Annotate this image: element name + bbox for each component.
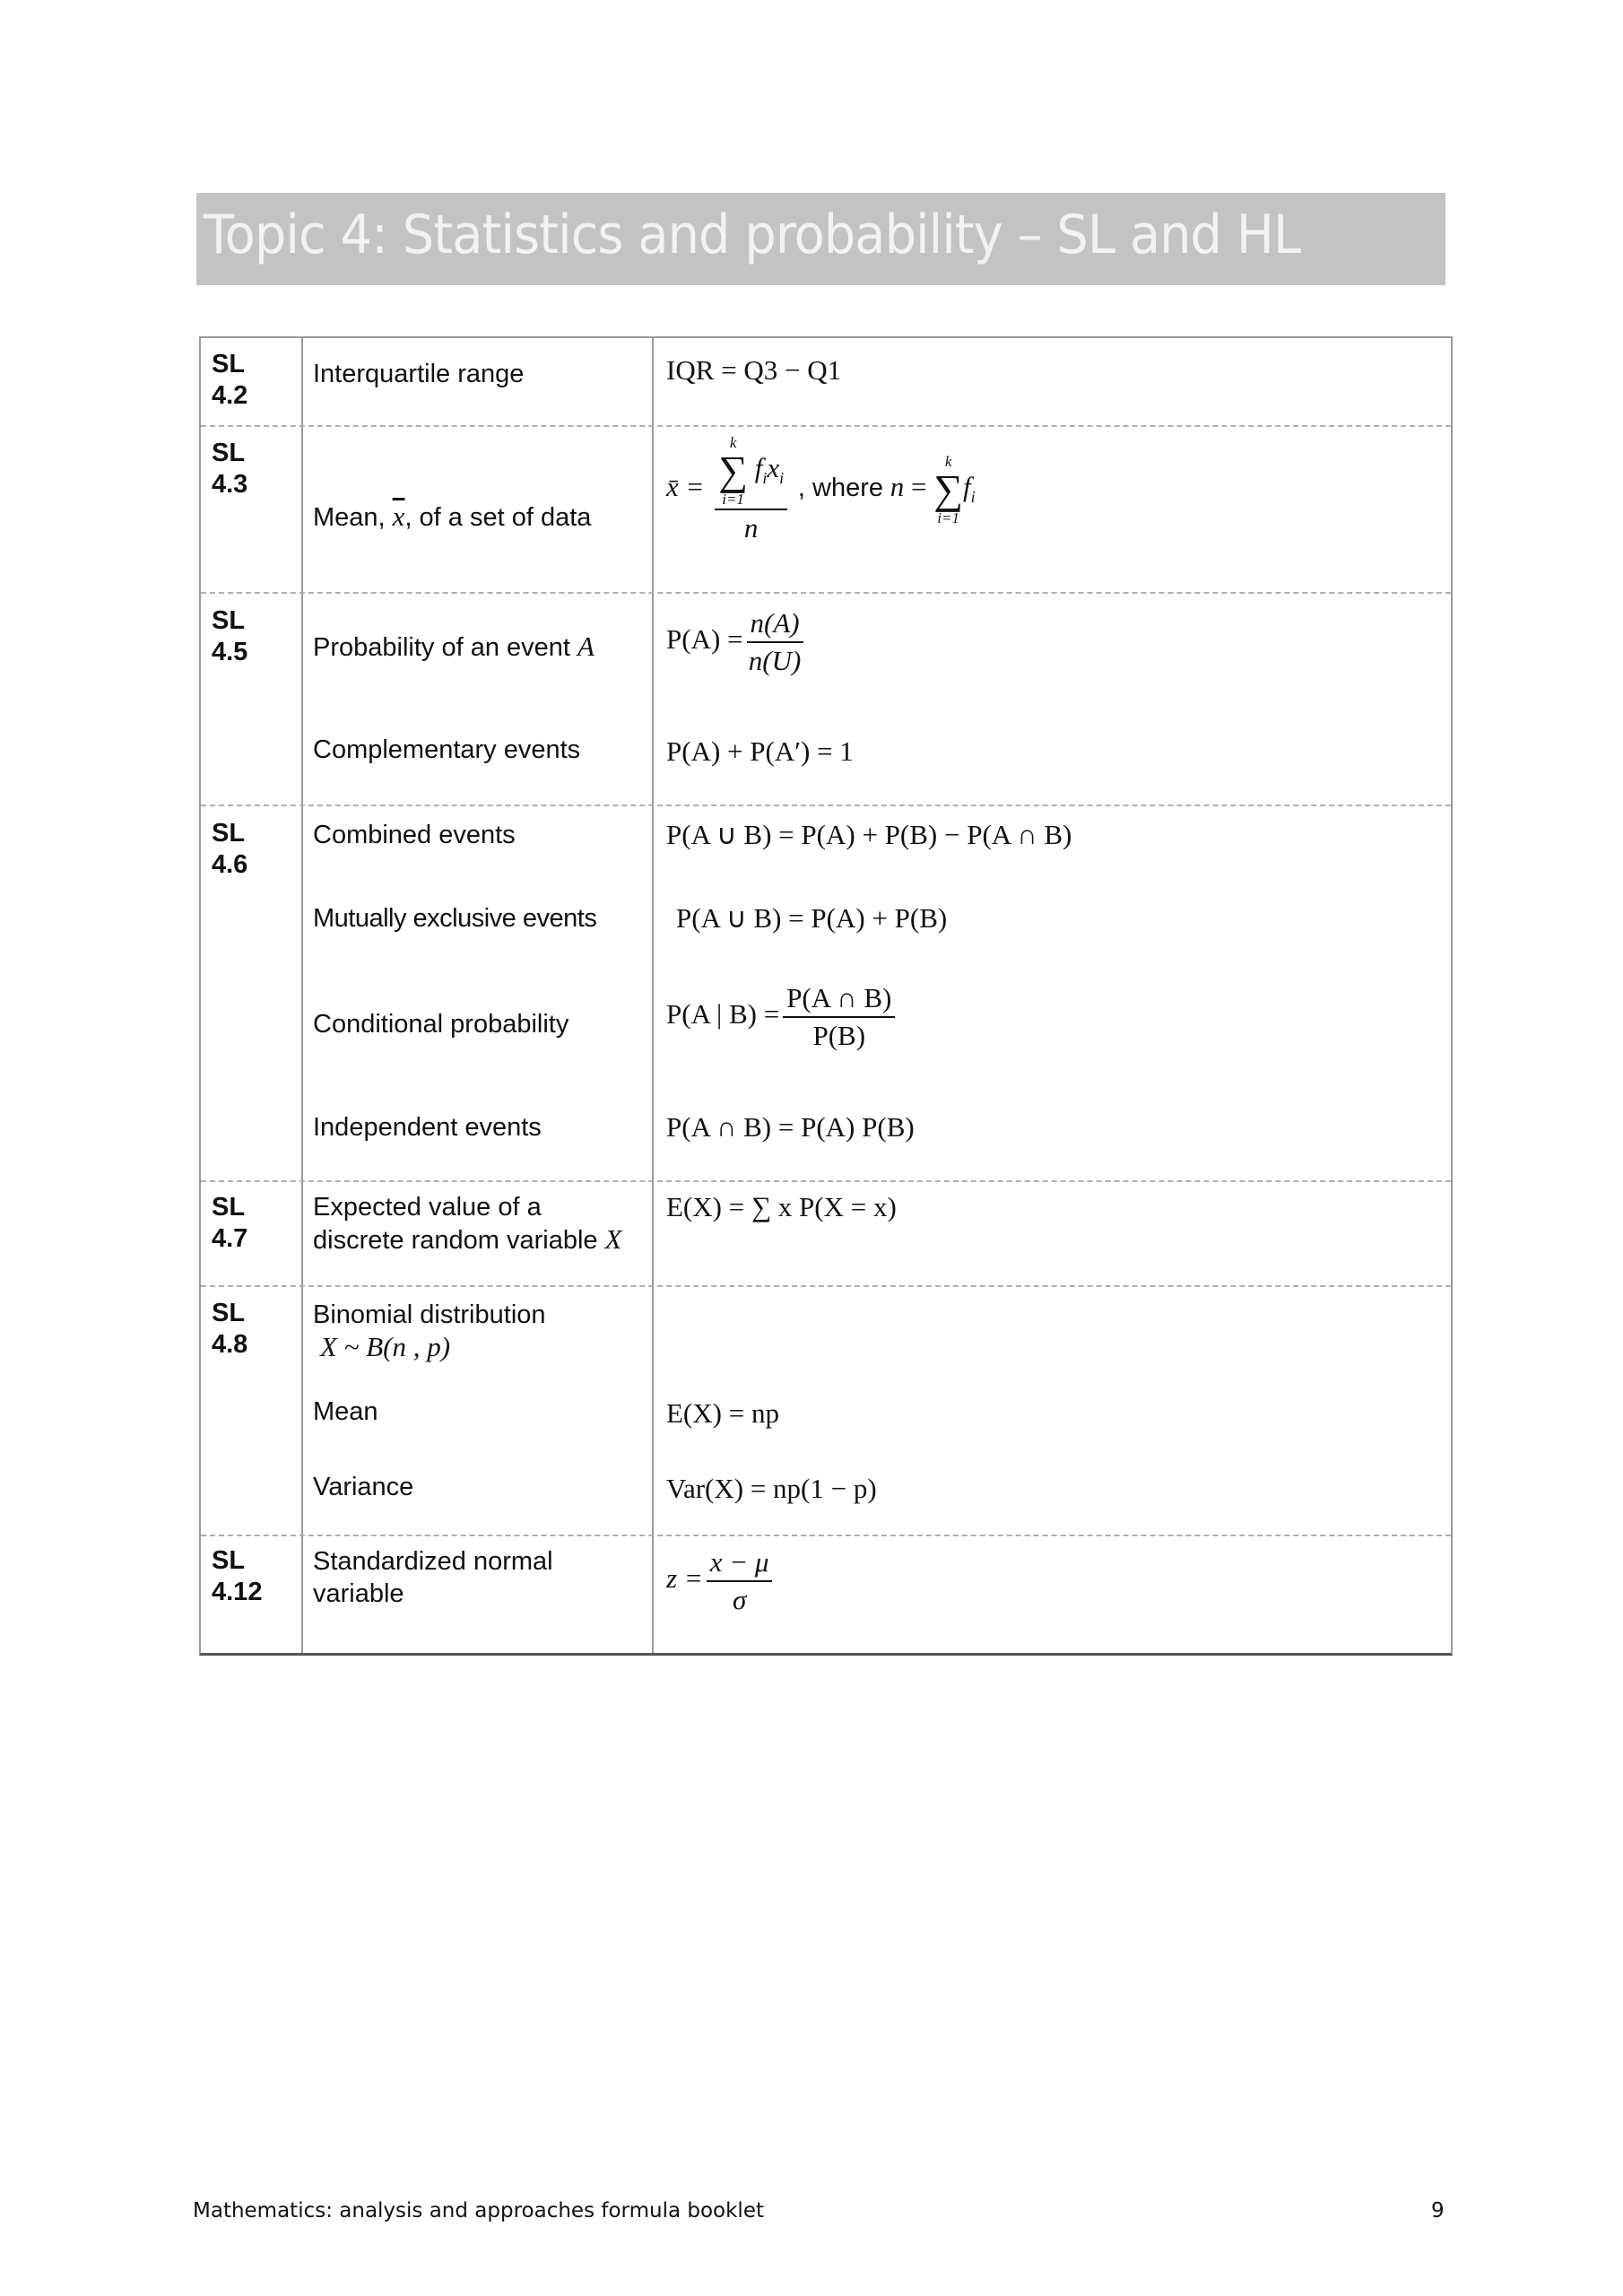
label-combined-events: Combined events xyxy=(313,821,516,849)
label-independent-events: Independent events xyxy=(313,1113,542,1142)
page-number: 9 xyxy=(1431,2199,1445,2222)
ref-number: 4.7 xyxy=(212,1224,248,1253)
label-line xyxy=(313,1223,622,1257)
syllabus-ref-4-12 xyxy=(212,1545,262,1608)
ref-number: 4.8 xyxy=(212,1330,248,1359)
ref-prefix: SL xyxy=(212,439,246,467)
label-text: Probability of an event xyxy=(313,633,570,662)
topic-banner xyxy=(196,193,1445,285)
ref-prefix: SL xyxy=(212,1299,246,1327)
formula-complementary: P(A) + P(A′) = 1 xyxy=(666,735,854,767)
label-expected-value xyxy=(313,1191,622,1257)
label-text: , of a set of data xyxy=(404,503,592,532)
ref-number: 4.12 xyxy=(212,1578,263,1606)
label-text: Mean, xyxy=(313,503,386,532)
formula-binomial-mean: E(X) = np xyxy=(666,1397,779,1429)
ref-prefix: SL xyxy=(212,606,246,635)
formula-table xyxy=(199,336,1453,1656)
label-line: Binomial distribution xyxy=(313,1300,546,1329)
denominator: n(U) xyxy=(748,645,802,676)
numerator: P(A ∩ B) xyxy=(783,982,895,1018)
ref-number: 4.2 xyxy=(212,381,248,410)
label-interquartile-range: Interquartile range xyxy=(313,360,525,388)
label-var: X xyxy=(604,1223,622,1255)
lhs: x̄ = xyxy=(666,471,705,503)
ref-prefix: SL xyxy=(212,350,246,378)
denominator: P(B) xyxy=(812,1020,866,1051)
row-divider xyxy=(201,1535,1451,1536)
sum-lower: i=1 xyxy=(722,491,744,508)
formula-expected-value: E(X) = ∑ x P(X = x) xyxy=(666,1191,897,1222)
label-conditional-probability: Conditional probability xyxy=(313,1010,569,1039)
numerator: x − μ xyxy=(707,1546,773,1582)
footer-booklet-title: Mathematics: analysis and approaches formula booklet xyxy=(193,2199,764,2222)
binomial-notation: X ~ B(n , p) xyxy=(320,1331,451,1362)
formula-combined: P(A ∪ B) = P(A) + P(B) − P(A ∩ B) xyxy=(666,819,1072,850)
row-divider xyxy=(201,425,1451,427)
syllabus-ref-4-5 xyxy=(212,605,247,668)
label-line: variable xyxy=(313,1579,404,1608)
label-binomial-mean: Mean xyxy=(313,1397,378,1426)
row-divider xyxy=(201,804,1451,806)
label-probability-event xyxy=(313,631,595,664)
row-divider xyxy=(201,592,1451,594)
label-standardized-normal xyxy=(313,1545,553,1610)
row-divider xyxy=(201,1180,1451,1182)
label-var: $\overline{x}$ xyxy=(392,500,405,532)
formula-conditional xyxy=(666,982,898,1052)
syllabus-ref-4-7 xyxy=(212,1192,247,1255)
label-binomial xyxy=(313,1299,546,1363)
label-mean xyxy=(313,500,591,534)
ref-prefix: SL xyxy=(212,1193,246,1222)
label-var: A xyxy=(577,631,595,662)
label-mutually-exclusive: Mutually exclusive events xyxy=(313,904,597,933)
ref-number: 4.5 xyxy=(212,638,248,666)
formula-binomial-variance: Var(X) = np(1 − p) xyxy=(666,1473,877,1504)
formula-iqr: IQR = Q3 − Q1 xyxy=(666,354,842,386)
column-divider xyxy=(301,338,303,1653)
formula-independent: P(A ∩ B) = P(A) P(B) xyxy=(666,1111,915,1143)
syllabus-ref-4-8 xyxy=(212,1298,247,1361)
label-binomial-variance: Variance xyxy=(313,1473,414,1501)
syllabus-ref-4-2 xyxy=(212,349,247,412)
formula-mutually-exclusive: P(A ∪ B) = P(A) + P(B) xyxy=(676,902,948,934)
page-title: Topic 4: Statistics and probability – SL and HL xyxy=(204,204,1301,266)
lhs: z = xyxy=(666,1562,703,1595)
syllabus-ref-4-3 xyxy=(212,438,247,500)
ref-prefix: SL xyxy=(212,1546,246,1575)
lhs: P(A) = xyxy=(666,623,743,656)
where-text: , where xyxy=(797,474,884,503)
formula-z-score xyxy=(666,1546,776,1616)
denominator: σ xyxy=(732,1584,747,1615)
lhs: P(A | B) = xyxy=(666,998,780,1031)
formula-probability xyxy=(666,607,807,677)
label-text: discrete random variable xyxy=(313,1226,598,1255)
ref-number: 4.3 xyxy=(212,470,248,499)
label-line: Standardized normal xyxy=(313,1547,553,1576)
syllabus-ref-4-6 xyxy=(212,818,247,881)
denominator: n xyxy=(743,512,759,544)
numerator: n(A) xyxy=(747,607,803,643)
ref-prefix: SL xyxy=(212,819,246,848)
label-complementary-events: Complementary events xyxy=(313,735,581,764)
formula-mean: x̄ = k ∑ i=1 $f_ix_i$ n , where n = k ∑ i=1 $f_i$ xyxy=(666,434,976,544)
column-divider xyxy=(652,338,654,1653)
row-divider xyxy=(201,1285,1451,1287)
ref-number: 4.6 xyxy=(212,850,248,879)
sum-upper: k xyxy=(729,434,737,451)
label-line: Expected value of a xyxy=(313,1193,542,1222)
